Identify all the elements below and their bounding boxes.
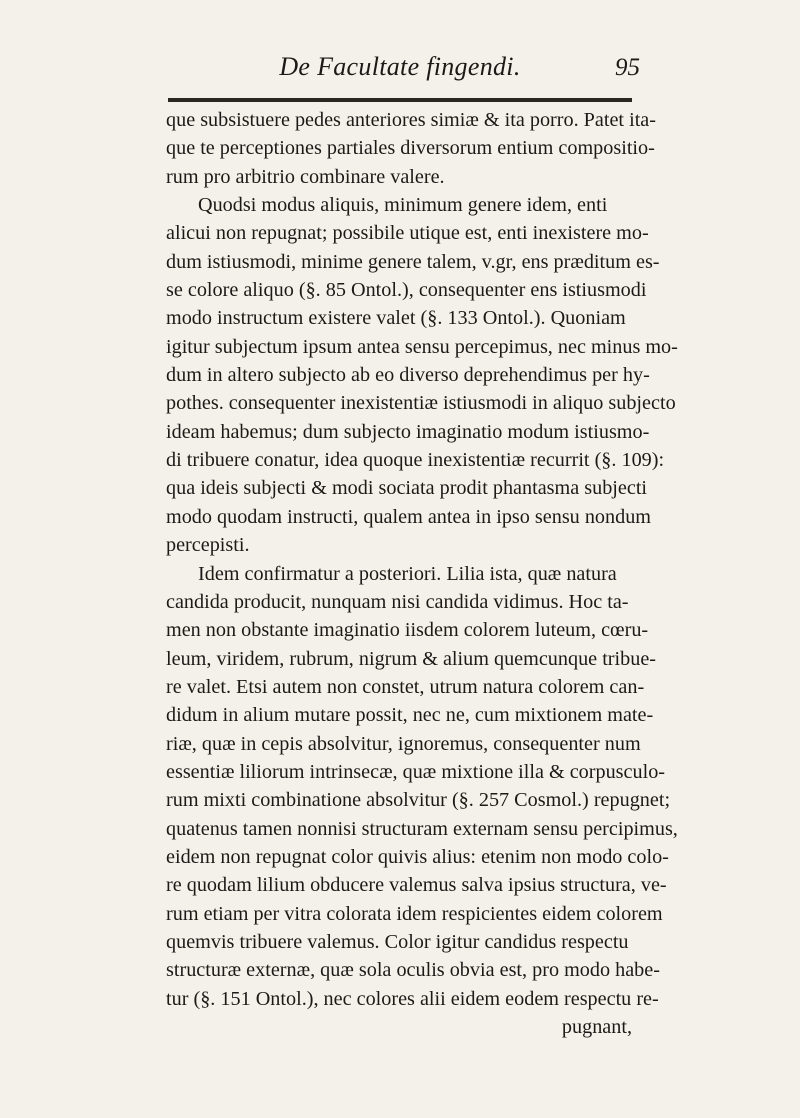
text-line: essentiæ liliorum intrinsecæ, quæ mixtione illa & corpusculo-: [166, 760, 666, 783]
text-line: riæ, quæ in cepis absolvitur, ignoremus, consequenter num: [166, 732, 641, 755]
text-line: ideam habemus; dum subjecto imaginatio modum istiusmo-: [166, 420, 650, 443]
text-line: didum in alium mutare possit, nec ne, cum mixtionem mate-: [166, 704, 654, 727]
text-line: modo quodam instructi, qualem antea in ipso sensu nondum: [166, 505, 651, 528]
text-line: modo instructum existere valet (§. 133 Ontol.). Quoniam: [166, 307, 626, 330]
text-line: percepisti.: [166, 534, 250, 557]
catchword: pugnant,: [561, 1016, 632, 1038]
page-number: 95: [615, 54, 640, 81]
text-line: se colore aliquo (§. 85 Ontol.), consequenter ens istiusmodi: [166, 279, 647, 302]
text-line: re quodam lilium obducere valemus salva ipsius structura, ve-: [166, 874, 667, 897]
text-line: que te perceptiones partiales diversorum entium compositio-: [166, 137, 655, 160]
text-line: qua ideis subjecti & modi sociata prodit phantasma subjecti: [166, 477, 648, 500]
text-line: re valet. Etsi autem non constet, utrum natura colorem can-: [166, 675, 645, 698]
page-header: [0, 52, 800, 92]
text-line: rum etiam per vitra colorata idem respicientes eidem colorem: [166, 902, 663, 925]
text-line: men non obstante imaginatio iisdem colorem luteum, cœru-: [166, 619, 649, 642]
text-line: Quodsi modus aliquis, minimum genere idem, enti: [198, 194, 608, 217]
text-line: dum istiusmodi, minime genere talem, v.gr, ens præditum es-: [166, 250, 660, 273]
body-text: [166, 106, 678, 1041]
text-line: candida producit, nunquam nisi candida vidimus. Hoc ta-: [166, 590, 629, 613]
text-line: que subsistuere pedes anteriores simiæ & ita porro. Patet ita-: [166, 109, 656, 131]
text-line: pothes. consequenter inexistentiæ istiusmodi in aliquo subjecto: [166, 392, 676, 415]
text-line: structuræ externæ, quæ sola oculis obvia est, pro modo habe-: [166, 959, 660, 982]
text-line: dum in altero subjecto ab eo diverso deprehendimus per hy-: [166, 364, 650, 387]
paragraph: [166, 191, 678, 559]
text-line: Idem confirmatur a posteriori. Lilia ista, quæ natura: [198, 562, 617, 585]
text-line: rum mixti combinatione absolvitur (§. 257 Cosmol.) repugnet;: [166, 789, 671, 812]
paragraph: [166, 106, 656, 191]
text-line: eidem non repugnat color quivis alius: etenim non modo colo-: [166, 845, 669, 868]
text-line: tur (§. 151 Ontol.), nec colores alii eidem eodem respectu re-: [166, 987, 659, 1010]
text-line: igitur subjectum ipsum antea sensu percepimus, nec minus mo-: [166, 335, 678, 358]
header-rule: [168, 98, 632, 102]
text-line: leum, viridem, rubrum, nigrum & alium quemcunque tribue-: [166, 647, 657, 670]
text-line: di tribuere conatur, idea quoque inexistentiæ recurrit (§. 109):: [166, 449, 665, 472]
text-line: quatenus tamen nonnisi structuram externam sensu percipimus,: [166, 817, 678, 840]
text-line: quemvis tribuere valemus. Color igitur candidus respectu: [166, 930, 629, 953]
text-line: alicui non repugnat; possibile utique est, enti inexistere mo-: [166, 222, 649, 245]
text-line: rum pro arbitrio combinare valere.: [166, 165, 445, 188]
running-title: De Facultate fingendi.: [279, 52, 521, 81]
paragraph: [166, 560, 678, 1042]
